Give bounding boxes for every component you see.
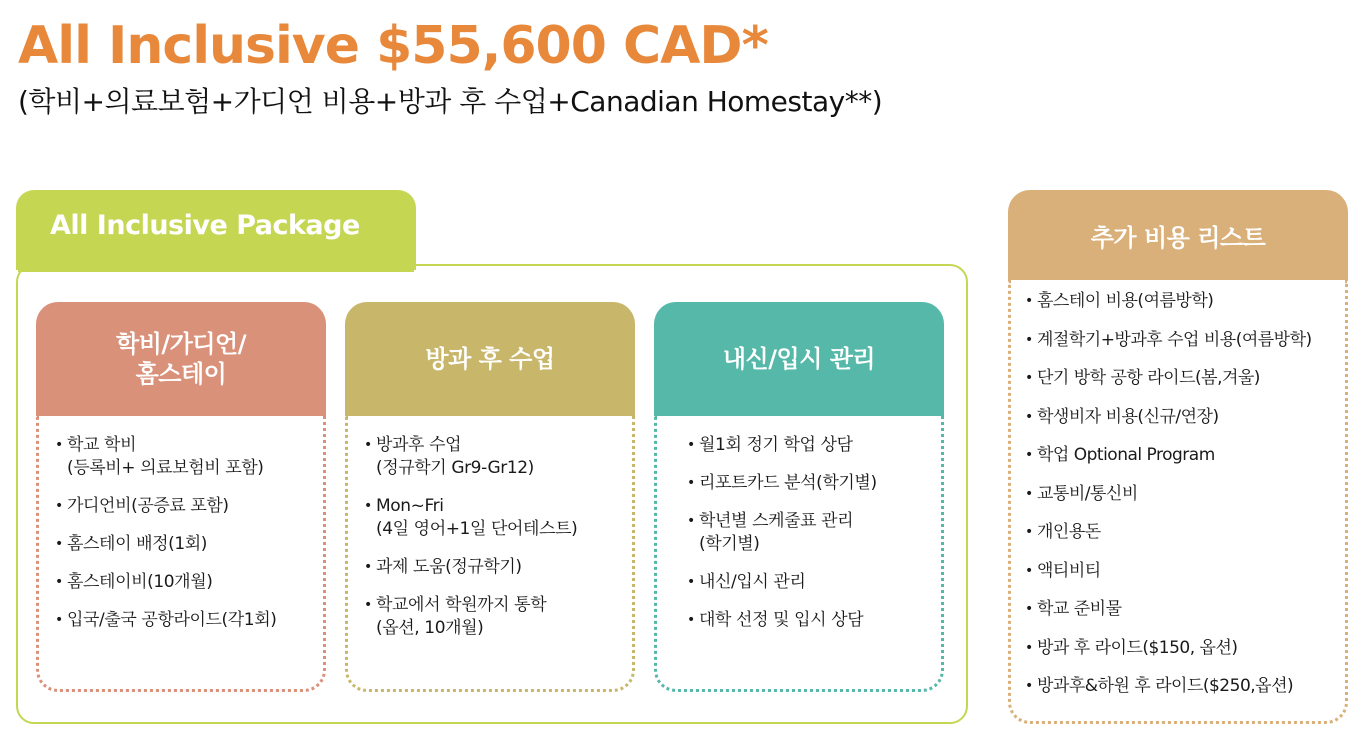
bullet-icon: • bbox=[55, 536, 63, 552]
list-item bbox=[55, 495, 317, 518]
list-item bbox=[1025, 521, 1343, 560]
list-item bbox=[687, 472, 935, 495]
bullet-icon: • bbox=[55, 612, 63, 628]
bullet-icon: • bbox=[364, 498, 372, 514]
card-title: 학비/가디언/ 홈스테이 bbox=[116, 330, 246, 388]
card-title: 방과 후 수업 bbox=[425, 345, 555, 373]
bullet-icon: • bbox=[55, 498, 63, 514]
list-item bbox=[1025, 637, 1343, 676]
card-body bbox=[36, 416, 326, 692]
bullet-icon: • bbox=[364, 597, 372, 613]
bullet-icon: • bbox=[687, 475, 695, 491]
list-item bbox=[1025, 329, 1343, 368]
card-title: 내신/입시 관리 bbox=[722, 345, 876, 373]
list-item bbox=[1025, 598, 1343, 637]
bullet-icon: • bbox=[364, 559, 372, 575]
bullet-icon: • bbox=[1025, 524, 1033, 540]
extra-cost-title: 추가 비용 리스트 bbox=[1090, 223, 1266, 252]
list-item bbox=[1025, 406, 1343, 445]
extra-cost-body bbox=[1008, 280, 1348, 724]
bullet-icon: • bbox=[687, 437, 695, 453]
list-item bbox=[55, 533, 317, 556]
list-item-text: 학생비자 비용(신규/연장) bbox=[1037, 406, 1219, 427]
card-item-list bbox=[55, 434, 317, 647]
bullet-icon: • bbox=[1025, 678, 1033, 694]
list-item-text: 방과후 수업 (정규학기 Gr9-Gr12) bbox=[376, 435, 534, 478]
extra-cost-header bbox=[1008, 190, 1348, 280]
list-item bbox=[364, 495, 626, 541]
list-item-text: 홈스테이비(10개월) bbox=[67, 572, 213, 592]
package-tab-label: All Inclusive Package bbox=[50, 210, 360, 241]
page-headline: All Inclusive $55,600 CAD* bbox=[18, 16, 768, 76]
card-tuition-guardian-homestay bbox=[36, 302, 326, 692]
list-item-text: 학교에서 학원까지 통학 (옵션, 10개월) bbox=[376, 595, 547, 638]
bullet-icon: • bbox=[687, 513, 695, 529]
card-body bbox=[654, 416, 944, 692]
list-item-text: 액티비티 bbox=[1037, 560, 1101, 581]
bullet-icon: • bbox=[55, 574, 63, 590]
card-header bbox=[36, 302, 326, 416]
list-item-text: 내신/입시 관리 bbox=[699, 572, 806, 592]
bullet-icon: • bbox=[687, 574, 695, 590]
list-item-text: 월1회 정기 학업 상담 bbox=[699, 435, 853, 455]
list-item bbox=[1025, 560, 1343, 599]
list-item bbox=[687, 434, 935, 457]
card-item-list bbox=[364, 434, 626, 655]
extra-cost-panel bbox=[1008, 190, 1348, 724]
bullet-icon: • bbox=[687, 612, 695, 628]
card-header bbox=[654, 302, 944, 416]
bullet-icon: • bbox=[1025, 562, 1033, 579]
extra-cost-list bbox=[1025, 290, 1343, 714]
list-item-text: 방과후&하원 후 라이드($250,옵션) bbox=[1037, 676, 1294, 696]
list-item bbox=[55, 434, 317, 480]
list-item-text: 개인용돈 bbox=[1037, 522, 1101, 542]
list-item-text: 학교 준비물 bbox=[1037, 599, 1122, 619]
bullet-icon: • bbox=[1025, 370, 1033, 386]
list-item-text: 홈스테이 비용(여름방학) bbox=[1037, 291, 1214, 311]
list-item-text: 대학 선정 및 입시 상담 bbox=[699, 610, 864, 630]
bullet-icon: • bbox=[364, 437, 372, 453]
list-item bbox=[687, 510, 935, 556]
card-item-list bbox=[687, 434, 935, 647]
bullet-icon: • bbox=[1025, 447, 1033, 463]
bullet-icon: • bbox=[1025, 485, 1033, 502]
bullet-icon: • bbox=[1025, 293, 1033, 309]
card-body bbox=[345, 416, 635, 692]
list-item bbox=[1025, 290, 1343, 329]
list-item bbox=[55, 571, 317, 594]
card-after-school-class bbox=[345, 302, 635, 692]
list-item-text: 계절학기+방과후 수업 비용(여름방학) bbox=[1037, 329, 1312, 350]
list-item bbox=[364, 594, 626, 640]
bullet-icon: • bbox=[55, 437, 63, 453]
package-tab-joint bbox=[18, 264, 414, 272]
list-item-text: 방과 후 라이드($150, 옵션) bbox=[1037, 637, 1238, 658]
page-subtitle: (학비+의료보험+가디언 비용+방과 후 수업+Canadian Homestay**) bbox=[18, 85, 883, 118]
bullet-icon: • bbox=[1025, 408, 1033, 425]
card-grades-admission bbox=[654, 302, 944, 692]
list-item bbox=[1025, 483, 1343, 522]
list-item bbox=[364, 434, 626, 480]
package-tab bbox=[16, 190, 416, 270]
list-item bbox=[687, 609, 935, 632]
list-item bbox=[364, 556, 626, 579]
bullet-icon: • bbox=[1025, 601, 1033, 617]
list-item-text: 교통비/통신비 bbox=[1037, 483, 1138, 504]
list-item-text: 학교 학비 (등록비+ 의료보험비 포함) bbox=[67, 435, 264, 478]
list-item-text: Mon~Fri (4일 영어+1일 단어테스트) bbox=[376, 496, 578, 539]
card-header bbox=[345, 302, 635, 416]
list-item bbox=[55, 609, 317, 632]
list-item bbox=[1025, 675, 1343, 714]
list-item-text: 과제 도움(정규학기) bbox=[376, 557, 522, 577]
list-item-text: 홈스테이 배정(1회) bbox=[67, 534, 208, 554]
bullet-icon: • bbox=[1025, 639, 1033, 656]
list-item bbox=[1025, 367, 1343, 406]
list-item bbox=[687, 571, 935, 594]
list-item-text: 학년별 스케줄표 관리 (학기별) bbox=[699, 511, 854, 554]
bullet-icon: • bbox=[1025, 331, 1033, 348]
list-item-text: 학업 Optional Program bbox=[1037, 445, 1215, 465]
list-item-text: 입국/출국 공항라이드(각1회) bbox=[67, 610, 277, 630]
list-item bbox=[1025, 444, 1343, 483]
list-item-text: 가디언비(공증료 포함) bbox=[67, 496, 229, 516]
list-item-text: 리포트카드 분석(학기별) bbox=[699, 473, 877, 493]
list-item-text: 단기 방학 공항 라이드(봄,겨울) bbox=[1037, 368, 1260, 388]
